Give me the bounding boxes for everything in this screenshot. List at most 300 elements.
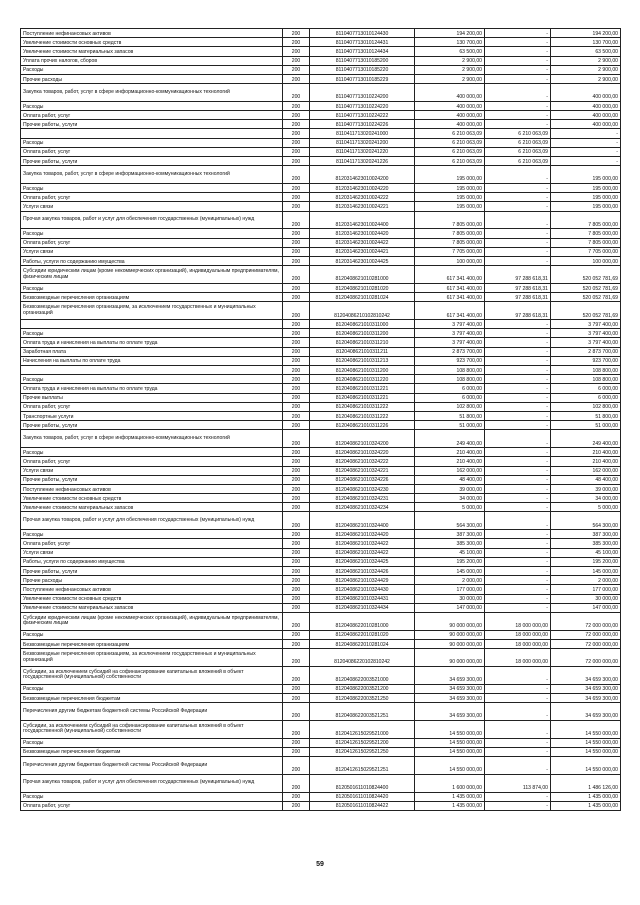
row-approved-amount: 102 800,00 — [415, 402, 485, 411]
row-remaining-amount: 108 800,00 — [551, 366, 621, 375]
table-row — [21, 539, 621, 548]
row-name: Расходы — [21, 138, 283, 147]
row-approved-amount: 400 000,00 — [415, 84, 485, 102]
row-executed-amount: - — [485, 466, 551, 475]
row-approved-amount: 7 705 000,00 — [415, 247, 485, 256]
row-name: Расходы — [21, 448, 283, 457]
row-executed-amount: - — [485, 448, 551, 457]
row-classification-code: 8120408621010281020 — [310, 283, 415, 292]
row-line-code: 200 — [283, 747, 310, 756]
row-classification-code: 8110407713010185229 — [310, 74, 415, 83]
row-executed-amount: - — [485, 366, 551, 375]
row-line-code: 200 — [283, 567, 310, 576]
row-remaining-amount: 30 000,00 — [551, 594, 621, 603]
table-row — [21, 774, 621, 792]
row-approved-amount: 90 000 000,00 — [415, 639, 485, 648]
row-line-code: 200 — [283, 356, 310, 365]
row-line-code: 200 — [283, 684, 310, 693]
row-name: Увеличение стоимости основных средств — [21, 38, 283, 47]
row-name: Увеличение стоимости материальных запасов — [21, 47, 283, 56]
row-classification-code: 8120314623010024222 — [310, 193, 415, 202]
row-executed-amount: 97 288 618,31 — [485, 302, 551, 320]
row-name: Оплата работ, услуг — [21, 111, 283, 120]
row-executed-amount: 18 000 000,00 — [485, 649, 551, 667]
row-line-code: 200 — [283, 366, 310, 375]
row-approved-amount: 3 797 400,00 — [415, 320, 485, 329]
row-name: Работы, услуги по содержанию имущества — [21, 256, 283, 265]
table-row — [21, 111, 621, 120]
row-executed-amount: - — [485, 384, 551, 393]
row-remaining-amount: 39 000,00 — [551, 484, 621, 493]
row-executed-amount: - — [485, 684, 551, 693]
table-row — [21, 229, 621, 238]
row-classification-code: 8120408621010324226 — [310, 475, 415, 484]
row-name: Заработная плата — [21, 347, 283, 356]
row-line-code: 200 — [283, 466, 310, 475]
table-row — [21, 738, 621, 747]
row-line-code: 200 — [283, 166, 310, 184]
table-row — [21, 29, 621, 38]
row-line-code: 200 — [283, 38, 310, 47]
table-row — [21, 530, 621, 539]
row-name: Расходы — [21, 792, 283, 801]
row-classification-code: 8120408621010324434 — [310, 603, 415, 612]
row-classification-code: 8120408621010324234 — [310, 503, 415, 512]
row-line-code: 200 — [283, 603, 310, 612]
row-executed-amount: - — [485, 202, 551, 211]
table-row — [21, 801, 621, 810]
row-remaining-amount: 145 000,00 — [551, 567, 621, 576]
row-approved-amount: 34 000,00 — [415, 494, 485, 503]
row-line-code: 200 — [283, 539, 310, 548]
row-approved-amount: 6 210 063,09 — [415, 129, 485, 138]
row-classification-code: 8120412615029521251 — [310, 757, 415, 775]
table-row — [21, 411, 621, 420]
row-line-code: 200 — [283, 557, 310, 566]
row-name: Безвозмездные перечисления бюджетам — [21, 747, 283, 756]
row-remaining-amount: 102 800,00 — [551, 402, 621, 411]
row-executed-amount: - — [485, 347, 551, 356]
row-remaining-amount: 14 550 000,00 — [551, 720, 621, 738]
row-executed-amount: - — [485, 503, 551, 512]
row-line-code: 200 — [283, 302, 310, 320]
row-line-code: 200 — [283, 457, 310, 466]
row-executed-amount: - — [485, 720, 551, 738]
row-executed-amount: - — [485, 430, 551, 448]
table-row — [21, 38, 621, 47]
row-name: Безвозмездные перечисления организациям — [21, 639, 283, 648]
row-executed-amount: - — [485, 539, 551, 548]
row-classification-code: 8120408621010324429 — [310, 576, 415, 585]
row-name: Безвозмездные перечисления организациям — [21, 293, 283, 302]
row-classification-code: 8120314623010024421 — [310, 247, 415, 256]
row-name: Увеличение стоимости материальных запасов — [21, 503, 283, 512]
row-approved-amount: 34 659 300,00 — [415, 684, 485, 693]
table-row — [21, 430, 621, 448]
table-row — [21, 266, 621, 284]
row-approved-amount: 162 000,00 — [415, 466, 485, 475]
row-executed-amount: - — [485, 166, 551, 184]
row-line-code: 200 — [283, 484, 310, 493]
row-approved-amount: 90 000 000,00 — [415, 649, 485, 667]
row-executed-amount: - — [485, 193, 551, 202]
page-number: 59 — [316, 861, 324, 868]
row-name: Поступление нефинансовых активов — [21, 484, 283, 493]
row-remaining-amount: 400 000,00 — [551, 101, 621, 110]
row-name: Прочие расходы — [21, 576, 283, 585]
row-approved-amount: 34 659 300,00 — [415, 703, 485, 721]
row-approved-amount: 7 805 000,00 — [415, 211, 485, 229]
row-classification-code: 8120408621010324426 — [310, 567, 415, 576]
row-executed-amount: - — [485, 585, 551, 594]
row-executed-amount: - — [485, 801, 551, 810]
table-row — [21, 129, 621, 138]
table-row — [21, 366, 621, 375]
table-row — [21, 693, 621, 702]
row-classification-code: 8120408621010324231 — [310, 494, 415, 503]
row-executed-amount: - — [485, 47, 551, 56]
row-classification-code: 8120408621010311213 — [310, 356, 415, 365]
row-approved-amount: 195 200,00 — [415, 557, 485, 566]
row-approved-amount: 617 341 400,00 — [415, 293, 485, 302]
row-approved-amount: 108 800,00 — [415, 366, 485, 375]
row-approved-amount: 5 000,00 — [415, 503, 485, 512]
row-executed-amount: - — [485, 393, 551, 402]
row-line-code: 200 — [283, 384, 310, 393]
row-classification-code: 8110407713010224220 — [310, 101, 415, 110]
row-approved-amount: 90 000 000,00 — [415, 612, 485, 630]
row-classification-code: 8120314623010024400 — [310, 211, 415, 229]
row-name: Оплата труда и начисления на выплаты по оплате труда — [21, 384, 283, 393]
row-approved-amount: 2 900,00 — [415, 65, 485, 74]
row-classification-code: 8120408621010324422 — [310, 548, 415, 557]
row-executed-amount: - — [485, 229, 551, 238]
row-remaining-amount: 72 000 000,00 — [551, 630, 621, 639]
row-executed-amount: - — [485, 530, 551, 539]
row-name: Оплата работ, услуг — [21, 539, 283, 548]
row-approved-amount: 6 210 063,09 — [415, 157, 485, 166]
row-approved-amount: 3 797 400,00 — [415, 338, 485, 347]
row-approved-amount: 210 400,00 — [415, 448, 485, 457]
row-remaining-amount: 72 000 000,00 — [551, 612, 621, 630]
row-executed-amount: - — [485, 101, 551, 110]
row-remaining-amount: 6 000,00 — [551, 393, 621, 402]
row-executed-amount: 18 000 000,00 — [485, 639, 551, 648]
table-row — [21, 503, 621, 512]
row-line-code: 200 — [283, 338, 310, 347]
row-approved-amount: 90 000 000,00 — [415, 630, 485, 639]
row-executed-amount: 6 210 063,09 — [485, 147, 551, 156]
row-classification-code: 8110407713010224222 — [310, 111, 415, 120]
row-line-code: 200 — [283, 202, 310, 211]
table-row — [21, 338, 621, 347]
row-name: Увеличение стоимости материальных запасов — [21, 603, 283, 612]
table-row — [21, 594, 621, 603]
row-name: Расходы — [21, 229, 283, 238]
row-line-code: 200 — [283, 211, 310, 229]
table-row — [21, 457, 621, 466]
row-approved-amount: 6 210 063,09 — [415, 138, 485, 147]
row-classification-code: 8120408621010281024 — [310, 293, 415, 302]
row-approved-amount: 195 000,00 — [415, 193, 485, 202]
row-executed-amount: 6 210 063,09 — [485, 157, 551, 166]
row-line-code: 200 — [283, 630, 310, 639]
row-line-code: 200 — [283, 649, 310, 667]
row-remaining-amount: 1 435 000,00 — [551, 792, 621, 801]
row-remaining-amount: 387 300,00 — [551, 530, 621, 539]
row-approved-amount: 1 435 000,00 — [415, 801, 485, 810]
row-approved-amount: 45 100,00 — [415, 548, 485, 557]
row-name — [21, 129, 283, 138]
row-classification-code: 8120408621010324430 — [310, 585, 415, 594]
row-approved-amount: 34 659 300,00 — [415, 666, 485, 684]
row-remaining-amount: 162 000,00 — [551, 466, 621, 475]
row-remaining-amount: 210 400,00 — [551, 448, 621, 457]
row-name: Безвозмездные перечисления бюджетам — [21, 693, 283, 702]
row-line-code: 200 — [283, 329, 310, 338]
row-line-code: 200 — [283, 138, 310, 147]
table-row — [21, 120, 621, 129]
row-approved-amount: 14 550 000,00 — [415, 738, 485, 747]
row-name: Увеличение стоимости основных средств — [21, 494, 283, 503]
row-remaining-amount: 400 000,00 — [551, 111, 621, 120]
row-approved-amount: 6 210 063,09 — [415, 147, 485, 156]
row-remaining-amount: 34 659 300,00 — [551, 703, 621, 721]
row-line-code: 200 — [283, 120, 310, 129]
row-line-code: 200 — [283, 29, 310, 38]
row-classification-code: 8120408621010324230 — [310, 484, 415, 493]
row-name: Прочие работы, услуги — [21, 421, 283, 430]
row-classification-code: 8110411713020241200 — [310, 138, 415, 147]
table-row — [21, 356, 621, 365]
row-approved-amount: 48 400,00 — [415, 475, 485, 484]
row-executed-amount: - — [485, 120, 551, 129]
row-classification-code: 8120501611010824422 — [310, 801, 415, 810]
row-executed-amount: - — [485, 238, 551, 247]
row-name: Оплата работ, услуг — [21, 402, 283, 411]
row-executed-amount: - — [485, 548, 551, 557]
row-line-code: 200 — [283, 801, 310, 810]
table-row — [21, 101, 621, 110]
row-name: Услуги связи — [21, 548, 283, 557]
row-approved-amount: 7 805 000,00 — [415, 238, 485, 247]
row-classification-code: 8110407713010224200 — [310, 84, 415, 102]
table-row — [21, 448, 621, 457]
row-remaining-amount: 51 000,00 — [551, 421, 621, 430]
row-line-code: 200 — [283, 129, 310, 138]
row-remaining-amount: 48 400,00 — [551, 475, 621, 484]
row-classification-code: 8120408621010324422 — [310, 539, 415, 548]
row-executed-amount: - — [485, 666, 551, 684]
row-remaining-amount: 177 000,00 — [551, 585, 621, 594]
table-row — [21, 512, 621, 530]
row-line-code: 200 — [283, 238, 310, 247]
table-row — [21, 138, 621, 147]
row-line-code: 200 — [283, 503, 310, 512]
row-remaining-amount: 108 800,00 — [551, 375, 621, 384]
row-remaining-amount: - — [551, 129, 621, 138]
budget-table — [20, 28, 621, 811]
table-row — [21, 65, 621, 74]
row-name: Начисления на выплаты по оплате труда — [21, 356, 283, 365]
row-classification-code: 8120412615029521200 — [310, 738, 415, 747]
row-approved-amount: 3 797 400,00 — [415, 329, 485, 338]
row-remaining-amount: 195 000,00 — [551, 202, 621, 211]
row-approved-amount: 30 000,00 — [415, 594, 485, 603]
table-row — [21, 283, 621, 292]
table-row — [21, 256, 621, 265]
row-remaining-amount: 210 400,00 — [551, 457, 621, 466]
row-name: Безвозмездные перечисления организациям, за исключением государственных и муниципальных организаций — [21, 302, 283, 320]
table-row — [21, 720, 621, 738]
row-executed-amount: 6 210 063,09 — [485, 138, 551, 147]
row-line-code: 200 — [283, 74, 310, 83]
row-line-code: 200 — [283, 256, 310, 265]
row-executed-amount: 113 874,00 — [485, 774, 551, 792]
row-name: Услуги связи — [21, 466, 283, 475]
row-remaining-amount: 63 500,00 — [551, 47, 621, 56]
row-remaining-amount: 520 052 781,69 — [551, 293, 621, 302]
table-row — [21, 347, 621, 356]
budget-sheet — [20, 28, 620, 811]
row-remaining-amount: 14 550 000,00 — [551, 747, 621, 756]
row-remaining-amount: 100 000,00 — [551, 256, 621, 265]
row-line-code: 200 — [283, 111, 310, 120]
row-classification-code: 8120314623010024425 — [310, 256, 415, 265]
row-approved-amount: 34 659 300,00 — [415, 693, 485, 702]
row-executed-amount: - — [485, 567, 551, 576]
row-remaining-amount: 51 800,00 — [551, 411, 621, 420]
row-approved-amount: 385 300,00 — [415, 539, 485, 548]
table-row — [21, 649, 621, 667]
row-approved-amount: 51 000,00 — [415, 421, 485, 430]
row-executed-amount: - — [485, 594, 551, 603]
row-classification-code: 8120408621010311222 — [310, 402, 415, 411]
row-name: Прочие работы, услуги — [21, 567, 283, 576]
row-remaining-amount: 400 000,00 — [551, 120, 621, 129]
row-classification-code: 8120408621010311221 — [310, 393, 415, 402]
row-name: Субсидии юридическим лицам (кроме некоммерческих организаций), индивидуальным предпринимателям, физическим лицам — [21, 266, 283, 284]
row-line-code: 200 — [283, 283, 310, 292]
row-remaining-amount: 34 659 300,00 — [551, 693, 621, 702]
row-remaining-amount: 3 797 400,00 — [551, 329, 621, 338]
row-approved-amount: 617 341 400,00 — [415, 283, 485, 292]
table-row — [21, 202, 621, 211]
row-approved-amount: 617 341 400,00 — [415, 266, 485, 284]
row-classification-code: 8120408622003521251 — [310, 703, 415, 721]
row-name: Услуги связи — [21, 202, 283, 211]
row-classification-code: 8120408622003521200 — [310, 684, 415, 693]
row-executed-amount: 6 210 063,09 — [485, 129, 551, 138]
row-line-code: 200 — [283, 84, 310, 102]
row-approved-amount: 14 550 000,00 — [415, 720, 485, 738]
row-executed-amount: - — [485, 375, 551, 384]
table-row — [21, 421, 621, 430]
row-remaining-amount: 564 300,00 — [551, 512, 621, 530]
table-row — [21, 630, 621, 639]
row-line-code: 200 — [283, 666, 310, 684]
row-remaining-amount: 1 435 000,00 — [551, 801, 621, 810]
table-row — [21, 576, 621, 585]
row-classification-code: 8120408622010281000 — [310, 612, 415, 630]
row-executed-amount: - — [485, 457, 551, 466]
row-approved-amount: 63 500,00 — [415, 47, 485, 56]
row-executed-amount: - — [485, 576, 551, 585]
row-line-code: 200 — [283, 594, 310, 603]
row-name: Работы, услуги по содержанию имущества — [21, 557, 283, 566]
row-name: Оплата работ, услуг — [21, 801, 283, 810]
row-name: Поступление нефинансовых активов — [21, 29, 283, 38]
row-executed-amount: - — [485, 338, 551, 347]
row-name: Закупка товаров, работ, услуг в сфере информационно-коммуникационных технологий — [21, 166, 283, 184]
row-classification-code: 8120408621010311220 — [310, 375, 415, 384]
row-line-code: 200 — [283, 430, 310, 448]
row-approved-amount: 249 400,00 — [415, 430, 485, 448]
row-executed-amount: - — [485, 56, 551, 65]
row-approved-amount: 195 000,00 — [415, 166, 485, 184]
row-remaining-amount: 2 873 700,00 — [551, 347, 621, 356]
row-line-code: 200 — [283, 448, 310, 457]
row-approved-amount: 108 800,00 — [415, 375, 485, 384]
row-remaining-amount: 2 000,00 — [551, 576, 621, 585]
row-classification-code: 8120408621010311226 — [310, 421, 415, 430]
row-approved-amount: 400 000,00 — [415, 111, 485, 120]
row-name: Прочие работы, услуги — [21, 157, 283, 166]
row-classification-code: 8110407713010124431 — [310, 38, 415, 47]
row-name: Прочие работы, услуги — [21, 120, 283, 129]
row-executed-amount: - — [485, 65, 551, 74]
table-row — [21, 238, 621, 247]
row-approved-amount: 1 600 000,00 — [415, 774, 485, 792]
row-remaining-amount: 923 700,00 — [551, 356, 621, 365]
row-line-code: 200 — [283, 347, 310, 356]
row-executed-amount: - — [485, 356, 551, 365]
row-classification-code: 8120408622010281020 — [310, 630, 415, 639]
row-classification-code: 8120412615029521250 — [310, 747, 415, 756]
table-row — [21, 757, 621, 775]
row-remaining-amount: 34 000,00 — [551, 494, 621, 503]
row-line-code: 200 — [283, 421, 310, 430]
row-name: Прочие расходы — [21, 74, 283, 83]
row-approved-amount: 14 550 000,00 — [415, 747, 485, 756]
row-classification-code: 8120314623010024420 — [310, 229, 415, 238]
row-remaining-amount: 6 000,00 — [551, 384, 621, 393]
row-line-code: 200 — [283, 576, 310, 585]
row-remaining-amount: 147 000,00 — [551, 603, 621, 612]
row-remaining-amount: 195 200,00 — [551, 557, 621, 566]
row-approved-amount: 39 000,00 — [415, 484, 485, 493]
row-remaining-amount: 7 705 000,00 — [551, 247, 621, 256]
row-name: Транспортные услуги — [21, 411, 283, 420]
row-name: Прочая закупка товаров, работ и услуг для обеспечения государственных (муниципальных) нужд — [21, 512, 283, 530]
row-remaining-amount: 7 805 000,00 — [551, 229, 621, 238]
row-line-code: 200 — [283, 402, 310, 411]
row-name: Безвозмездные перечисления организациям, за исключением государственных и муниципальных организаций — [21, 649, 283, 667]
table-row — [21, 703, 621, 721]
row-executed-amount: - — [485, 557, 551, 566]
row-approved-amount: 923 700,00 — [415, 356, 485, 365]
row-classification-code: 8120408621010311210 — [310, 338, 415, 347]
table-row — [21, 792, 621, 801]
row-executed-amount: - — [485, 74, 551, 83]
row-classification-code: 8110411713020241000 — [310, 129, 415, 138]
row-remaining-amount: 45 100,00 — [551, 548, 621, 557]
row-approved-amount: 6 000,00 — [415, 393, 485, 402]
row-approved-amount: 2 000,00 — [415, 576, 485, 585]
row-name: Расходы — [21, 530, 283, 539]
row-classification-code: 8120408621010311000 — [310, 320, 415, 329]
row-line-code: 200 — [283, 247, 310, 256]
